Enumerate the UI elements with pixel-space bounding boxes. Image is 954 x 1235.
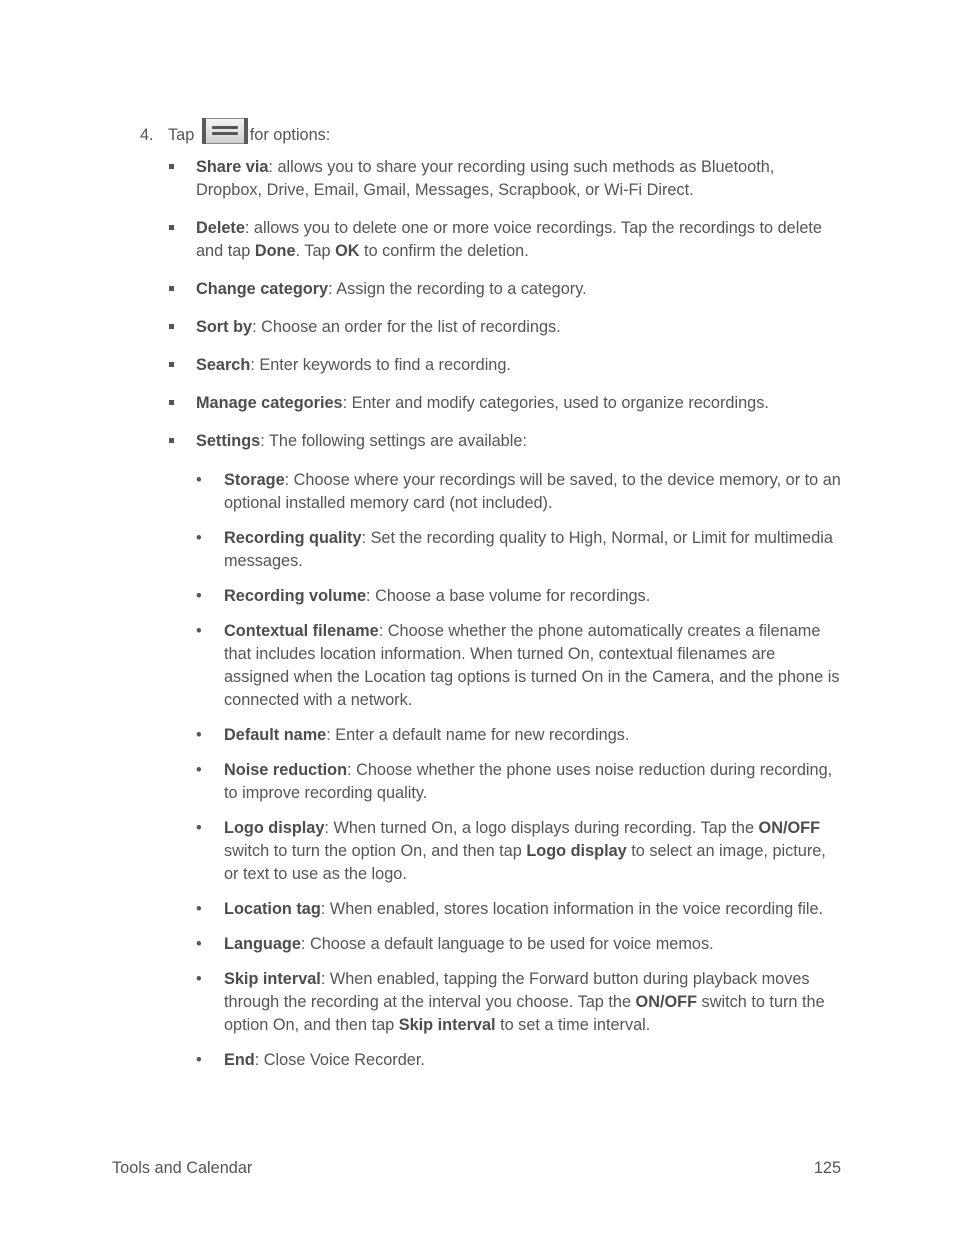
setting-skip-interval: • Skip interval: When enabled, tapping the Forward button during playback moves through the recording at the interval you choose. Tap the ON/OFF switch to turn the option On, and then tap Skip interval to set a time interval.	[224, 968, 844, 1037]
setting-noise-reduction: • Noise reduction: Choose whether the phone uses noise reduction during recording, to improve recording quality.	[224, 759, 844, 805]
setting-recording-volume: • Recording volume: Choose a base volume for recordings.	[224, 585, 844, 608]
step-number: 4.	[140, 126, 154, 144]
step-text-pre: Tap	[168, 126, 195, 144]
setting-storage: • Storage: Choose where your recordings will be saved, to the device memory, or to an optional installed memory card (not included).	[224, 469, 844, 515]
setting-logo-display: • Logo display: When turned On, a logo displays during recording. Tap the ON/OFF switch to turn the option On, and then tap Logo display to select an image, picture, or text to use as the logo.	[224, 817, 844, 886]
option-sort-by: Sort by: Choose an order for the list of recordings.	[196, 316, 836, 339]
setting-location-tag: • Location tag: When enabled, stores location information in the voice recording file.	[224, 898, 844, 921]
setting-language: • Language: Choose a default language to be used for voice memos.	[224, 933, 844, 956]
settings-list	[224, 469, 844, 1084]
option-settings: Settings: The following settings are available:	[196, 430, 836, 453]
option-manage-categories: Manage categories: Enter and modify categories, used to organize recordings.	[196, 392, 836, 415]
step-text-post: for options:	[249, 126, 331, 144]
option-change-category: Change category: Assign the recording to a category.	[196, 278, 836, 301]
footer-page-number: 125	[813, 1159, 841, 1177]
footer-section-title: Tools and Calendar	[112, 1159, 253, 1177]
options-list	[196, 156, 836, 468]
setting-default-name: • Default name: Enter a default name for new recordings.	[224, 724, 844, 747]
step-4	[140, 118, 330, 146]
option-search: Search: Enter keywords to find a recording.	[196, 354, 836, 377]
option-delete: Delete: allows you to delete one or more voice recordings. Tap the recordings to delete and tap Done. Tap OK to confirm the deletion.	[196, 217, 836, 263]
menu-icon	[202, 118, 248, 144]
setting-recording-quality: • Recording quality: Set the recording quality to High, Normal, or Limit for multimedia messages.	[224, 527, 844, 573]
setting-end: • End: Close Voice Recorder.	[224, 1049, 844, 1072]
setting-contextual-filename: • Contextual filename: Choose whether the phone automatically creates a filename that includes location information. When turned On, contextual filenames are assigned when the Location tag options is turned On in the Camera, and the phone is connected with a network.	[224, 620, 844, 712]
option-share-via: Share via: allows you to share your recording using such methods as Bluetooth, Dropbox, Drive, Email, Gmail, Messages, Scrapbook, or Wi-Fi Direct.	[196, 156, 836, 202]
